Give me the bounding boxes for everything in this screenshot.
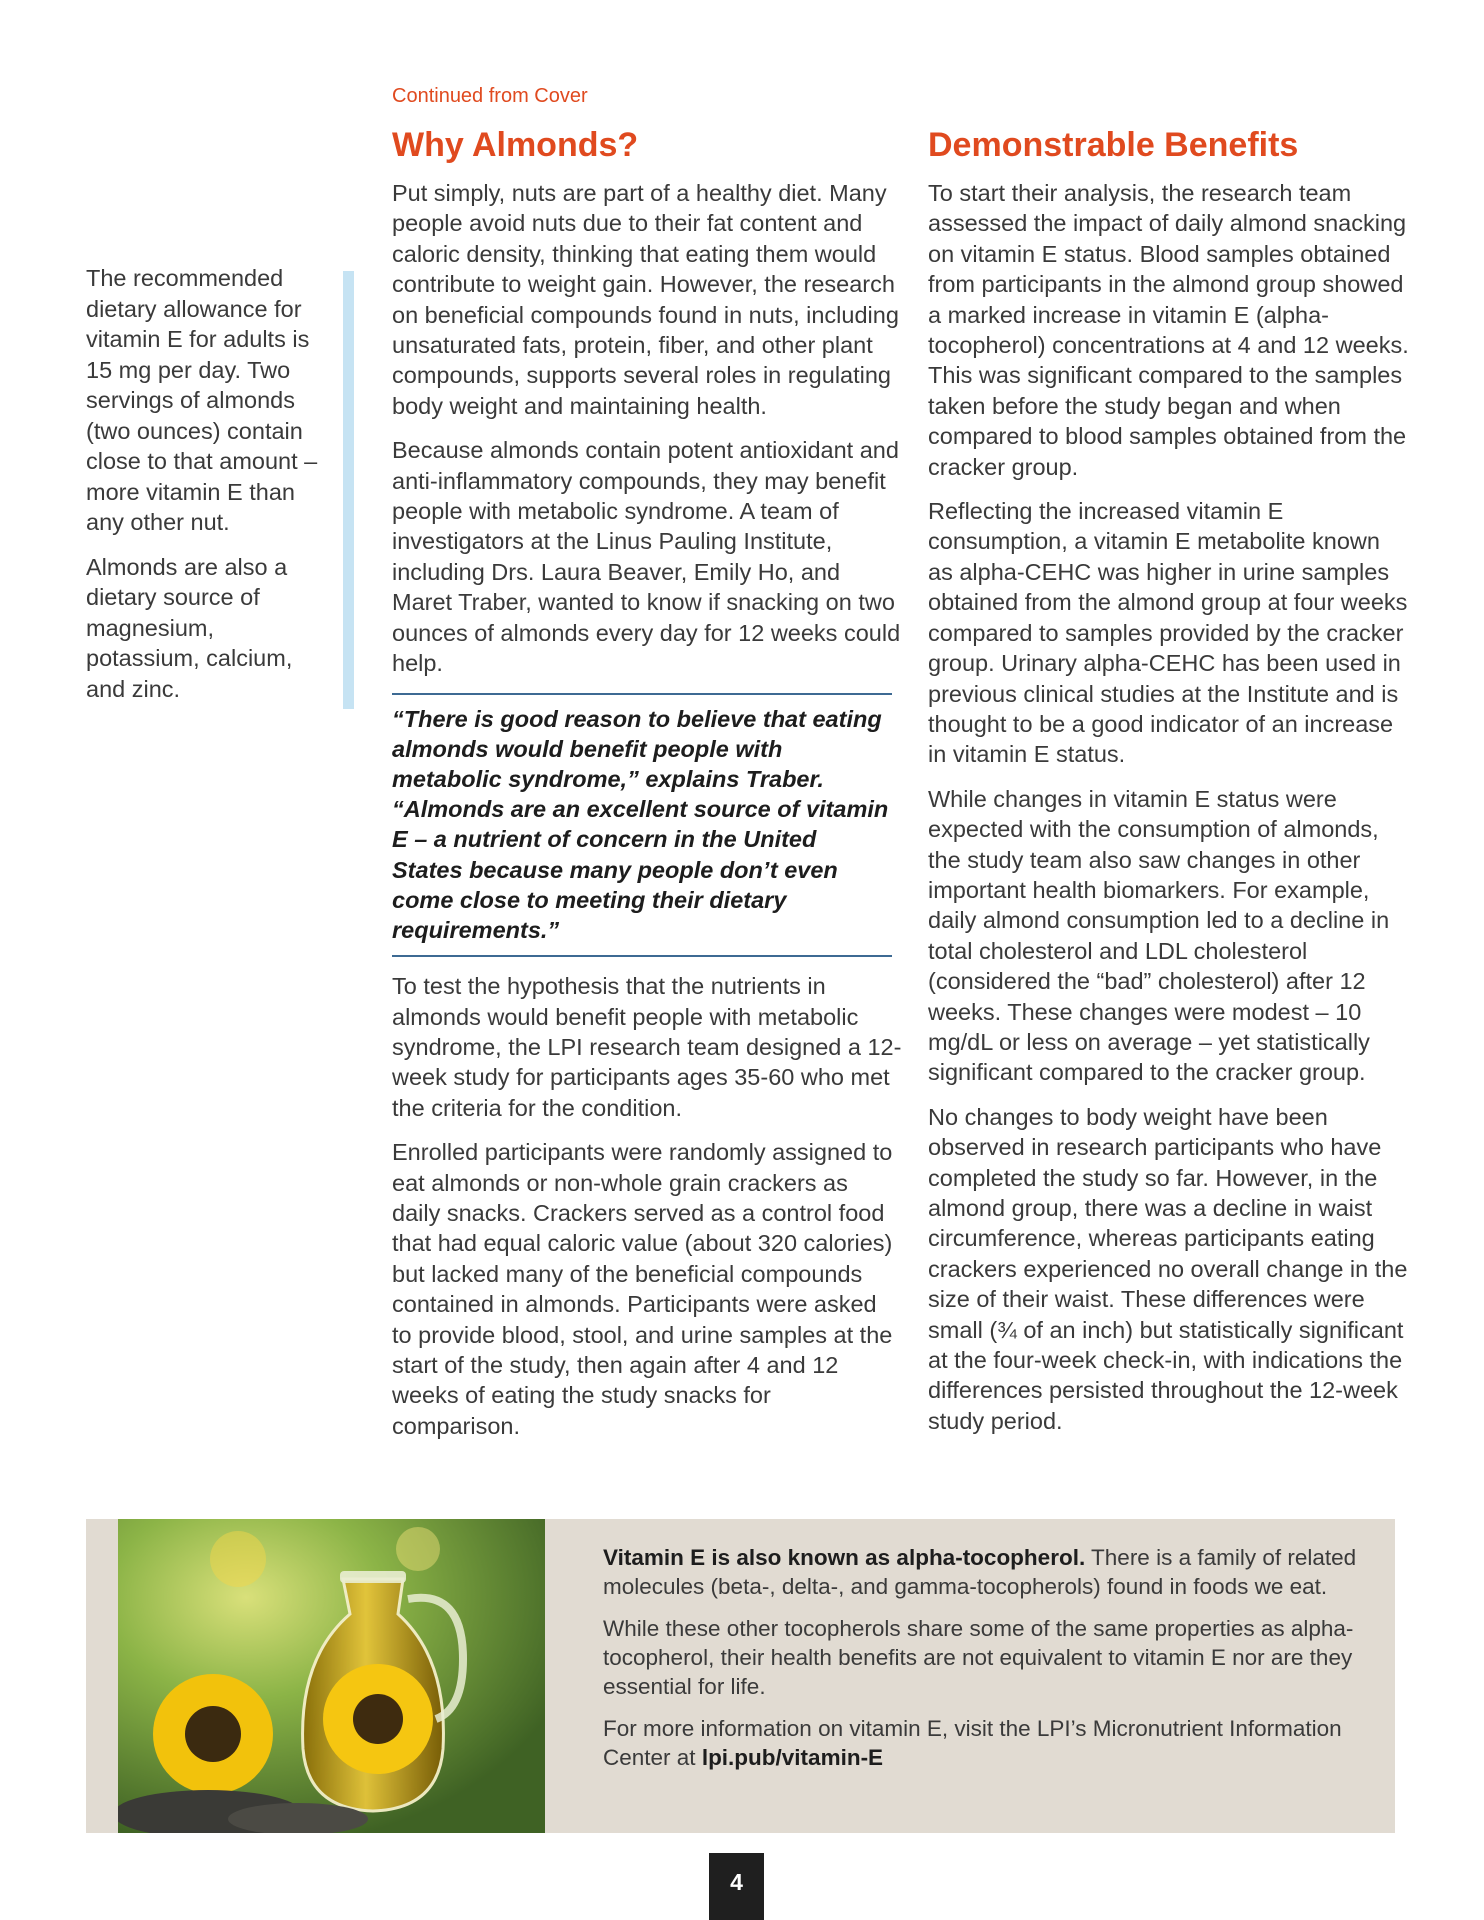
- info-bold-lead: Vitamin E is also known as alpha-tocopherol.: [603, 1545, 1086, 1570]
- body-paragraph: While changes in vitamin E status were expected with the consumption of almonds, the study team also saw changes in other important health biomarkers. For example, daily almond consumption led to a decline in total cholesterol and LDL cholesterol (considered the “bad” cholesterol) after 12 weeks. These changes were modest – 10 mg/dL or less on average – yet statistically significant compared to the cracker group.: [928, 785, 1390, 1086]
- info-paragraph-rest: There is a family of related molecules (beta-, delta-, and gamma-tocopherols) found in foods we eat.: [603, 1545, 1357, 1599]
- sidebar-note: [86, 263, 326, 718]
- section-title: Why Almonds?: [392, 126, 639, 164]
- pull-quote-text: “There is good reason to believe that eating almonds would benefit people with metabolic syndrome,” explains Traber. “Almonds are an excellent source of vitamin E – a nutrient of concern in the United States because many people don’t even come close to meeting their dietary requirements.”: [392, 705, 889, 943]
- sidebar-accent-bar: [343, 271, 354, 709]
- body-paragraph: To start their analysis, the research team assessed the impact of daily almond snacking on vitamin E status. Blood samples obtained from participants in the almond group showed a marked increase in vitamin E (alpha-tocopherol) concentrations at 4 and 12 weeks. This was significant compared to the samples taken before the study began and when compared to blood samples obtained from the cracker group.: [928, 180, 1409, 480]
- body-paragraph: Enrolled participants were randomly assigned to eat almonds or non-whole grain crackers as daily snacks. Crackers served as a control food that had equal caloric value (about 320 calories) but lacked many of the beneficial compounds contained in almonds. Participants were asked to provide blood, stool, and urine samples at the start of the study, then again after 4 and 12 weeks of eating the study snacks for comparison.: [392, 1139, 893, 1439]
- info-paragraph: [603, 1714, 1363, 1772]
- info-link-lead: For more information on vitamin E, visit the LPI’s Micronutrient Information Center at: [603, 1716, 1342, 1770]
- oil-jug-illustration: [118, 1519, 545, 1833]
- sidebar-paragraph: The recommended dietary allowance for vitamin E for adults is 15 mg per day. Two servings of almonds (two ounces) contain close to that amount – more vitamin E than any other nut.: [86, 265, 318, 535]
- info-paragraph: While these other tocopherols share some of the same properties as alpha-tocopherol, their health benefits are not equivalent to vitamin E nor are they essential for life.: [603, 1616, 1354, 1699]
- pull-quote: [392, 693, 892, 958]
- oil-jug-sunflower-photo: [118, 1519, 545, 1833]
- vitamin-e-info-box: [86, 1519, 1395, 1833]
- info-paragraph: [603, 1543, 1363, 1601]
- body-paragraph: Because almonds contain potent antioxidant and anti-inflammatory compounds, they may benefit people with metabolic syndrome. A team of investigators at the Linus Pauling Institute, including Drs. Laura Beaver, Emily Ho, and Maret Traber, wanted to know if snacking on two ounces of almonds every day for 12 weeks could help.: [392, 437, 901, 677]
- body-paragraph: Put simply, nuts are part of a healthy diet. Many people avoid nuts due to their fat content and caloric density, thinking that eating them would contribute to weight gain. However, the research on beneficial compounds found in nuts, including unsaturated fats, protein, fiber, and other plant compounds, supports several roles in regulating body weight and maintaining health.: [392, 180, 899, 419]
- body-paragraph: Reflecting the increased vitamin E consumption, a vitamin E metabolite known as alpha-CEHC was higher in urine samples obtained from the almond group at four weeks compared to samples provided by the cracker group. Urinary alpha-CEHC has been used in previous clinical studies at the Institute and is thought to be a good indicator of an increase in vitamin E status.: [928, 498, 1408, 768]
- body-paragraph: No changes to body weight have been observed in research participants who have completed the study so far. However, in the almond group, there was a decline in waist circumference, whereas participants eating crackers experienced no overall change in the size of their waist. These differences were small (¾ of an inch) but statistically significant at the four-week check-in, with indications the differences persisted throughout the 12-week study period.: [928, 1103, 1408, 1434]
- vitamin-e-link[interactable]: lpi.pub/vitamin-E: [701, 1745, 884, 1770]
- column-demonstrable-benefits: [928, 124, 1410, 1450]
- continued-from-cover: Continued from Cover: [392, 85, 588, 107]
- page-number: 4: [709, 1853, 764, 1920]
- sidebar-paragraph: Almonds are also a dietary source of magnesium, potassium, calcium, and zinc.: [86, 553, 293, 702]
- info-text: [603, 1543, 1363, 1785]
- column-why-almonds: [392, 124, 902, 1455]
- body-paragraph: To test the hypothesis that the nutrients in almonds would benefit people with metabolic syndrome, the LPI research team designed a 12-week study for participants ages 35-60 who met the criteria for the condition.: [392, 973, 902, 1121]
- section-title: Demonstrable Benefits: [928, 126, 1299, 164]
